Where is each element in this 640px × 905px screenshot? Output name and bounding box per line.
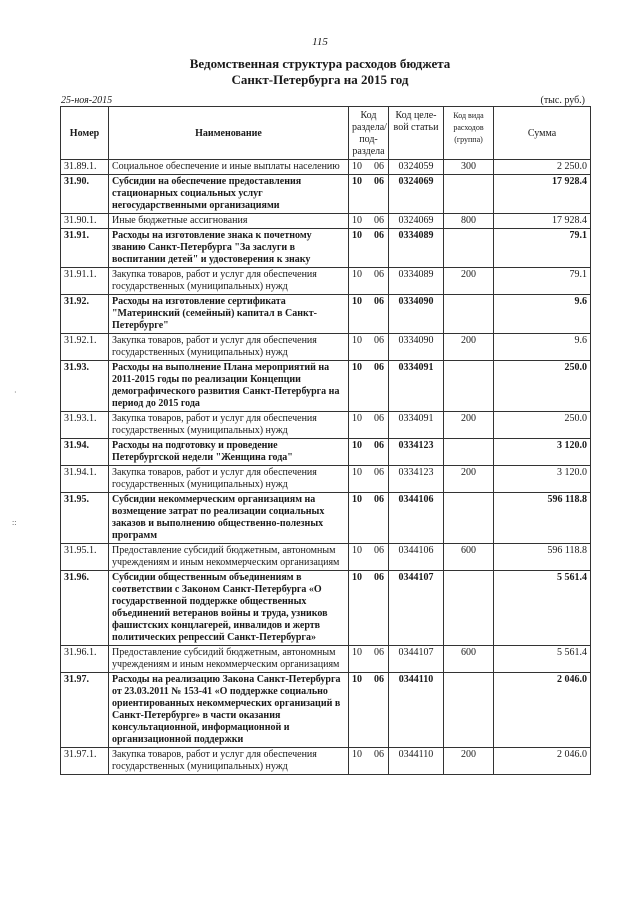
row-section-code: 10 bbox=[352, 647, 362, 658]
row-name: Расходы на реализацию Закона Санкт-Петербурга от 23.03.2011 № 153-41 «О поддержке социально ориентированных некоммерческих организаций в Санкт-Петербурге» в части оказания консультационной, информационной и организационной поддержки bbox=[109, 673, 349, 748]
page-number: 115 bbox=[312, 36, 328, 48]
table-row bbox=[61, 214, 591, 229]
document-date: 25-ноя-2015 bbox=[61, 95, 113, 106]
row-subsection-code: 06 bbox=[374, 161, 384, 172]
row-section bbox=[349, 412, 389, 439]
row-section bbox=[349, 160, 389, 175]
table-header-row bbox=[61, 107, 591, 160]
row-section bbox=[349, 334, 389, 361]
table-row bbox=[61, 412, 591, 439]
table-row bbox=[61, 748, 591, 775]
row-section-code: 10 bbox=[352, 296, 362, 307]
row-target-code: 0334091 bbox=[389, 412, 444, 439]
row-name: Предоставление субсидий бюджетным, автономным учреждениям и иным некоммерческим организациям bbox=[109, 646, 349, 673]
table-row bbox=[61, 646, 591, 673]
row-number: 31.90.1. bbox=[61, 214, 109, 229]
row-kvr: 200 bbox=[444, 334, 494, 361]
row-section bbox=[349, 571, 389, 646]
row-subsection-code: 06 bbox=[374, 440, 384, 451]
row-section-code: 10 bbox=[352, 749, 362, 760]
row-target-code: 0334123 bbox=[389, 439, 444, 466]
row-section-code: 10 bbox=[352, 467, 362, 478]
row-section bbox=[349, 493, 389, 544]
table-row bbox=[61, 361, 591, 412]
row-kvr: 800 bbox=[444, 214, 494, 229]
table-row bbox=[61, 229, 591, 268]
row-number: 31.96. bbox=[61, 571, 109, 646]
row-subsection-code: 06 bbox=[374, 647, 384, 658]
row-section-code: 10 bbox=[352, 161, 362, 172]
row-sum: 3 120.0 bbox=[494, 439, 591, 466]
row-sum: 5 561.4 bbox=[494, 571, 591, 646]
row-section bbox=[349, 175, 389, 214]
row-number: 31.91. bbox=[61, 229, 109, 268]
table-row bbox=[61, 493, 591, 544]
row-subsection-code: 06 bbox=[374, 572, 384, 583]
row-sum: 2 046.0 bbox=[494, 748, 591, 775]
table-row bbox=[61, 295, 591, 334]
table-row bbox=[61, 334, 591, 361]
row-number: 31.92. bbox=[61, 295, 109, 334]
row-section bbox=[349, 646, 389, 673]
table-row bbox=[61, 175, 591, 214]
row-target-code: 0334091 bbox=[389, 361, 444, 412]
row-section-code: 10 bbox=[352, 230, 362, 241]
row-sum: 596 118.8 bbox=[494, 544, 591, 571]
row-sum: 9.6 bbox=[494, 295, 591, 334]
row-subsection-code: 06 bbox=[374, 674, 384, 685]
header-sum: Сумма bbox=[494, 107, 591, 160]
table-row bbox=[61, 160, 591, 175]
row-target-code: 0324069 bbox=[389, 175, 444, 214]
header-number: Номер bbox=[61, 107, 109, 160]
table-row bbox=[61, 268, 591, 295]
header-section: Код раздела/ под-раздела bbox=[349, 107, 389, 160]
row-kvr bbox=[444, 361, 494, 412]
header-name: Наименование bbox=[109, 107, 349, 160]
row-subsection-code: 06 bbox=[374, 176, 384, 187]
row-kvr: 600 bbox=[444, 544, 494, 571]
row-kvr bbox=[444, 571, 494, 646]
row-name: Иные бюджетные ассигнования bbox=[109, 214, 349, 229]
row-kvr bbox=[444, 493, 494, 544]
row-number: 31.95. bbox=[61, 493, 109, 544]
row-number: 31.97. bbox=[61, 673, 109, 748]
row-section bbox=[349, 673, 389, 748]
row-subsection-code: 06 bbox=[374, 335, 384, 346]
row-section-code: 10 bbox=[352, 176, 362, 187]
row-subsection-code: 06 bbox=[374, 230, 384, 241]
row-section-code: 10 bbox=[352, 362, 362, 373]
row-sum: 17 928.4 bbox=[494, 175, 591, 214]
row-target-code: 0334090 bbox=[389, 334, 444, 361]
row-section bbox=[349, 466, 389, 493]
row-sum: 3 120.0 bbox=[494, 466, 591, 493]
row-target-code: 0324069 bbox=[389, 214, 444, 229]
row-section-code: 10 bbox=[352, 215, 362, 226]
row-subsection-code: 06 bbox=[374, 413, 384, 424]
row-number: 31.96.1. bbox=[61, 646, 109, 673]
row-sum: 9.6 bbox=[494, 334, 591, 361]
document-title bbox=[0, 56, 640, 88]
row-sum: 79.1 bbox=[494, 268, 591, 295]
row-subsection-code: 06 bbox=[374, 749, 384, 760]
row-section-code: 10 bbox=[352, 440, 362, 451]
row-kvr: 200 bbox=[444, 748, 494, 775]
row-target-code: 0334089 bbox=[389, 229, 444, 268]
row-section-code: 10 bbox=[352, 413, 362, 424]
row-name: Субсидии на обеспечение предоставления стационарных социальных услуг негосударственными организациями bbox=[109, 175, 349, 214]
row-name: Социальное обеспечение и иные выплаты населению bbox=[109, 160, 349, 175]
row-target-code: 0344107 bbox=[389, 571, 444, 646]
row-subsection-code: 06 bbox=[374, 494, 384, 505]
row-kvr: 200 bbox=[444, 466, 494, 493]
row-name: Расходы на выполнение Плана мероприятий на 2011-2015 годы по реализации Концепции демографического развития Санкт-Петербурга на период до 2015 года bbox=[109, 361, 349, 412]
row-section bbox=[349, 748, 389, 775]
row-name: Предоставление субсидий бюджетным, автономным учреждениям и иным некоммерческим организациям bbox=[109, 544, 349, 571]
table-row bbox=[61, 673, 591, 748]
row-subsection-code: 06 bbox=[374, 362, 384, 373]
header-kvr: Код вида расходов (группа) bbox=[444, 107, 494, 160]
row-sum: 79.1 bbox=[494, 229, 591, 268]
row-number: 31.94. bbox=[61, 439, 109, 466]
row-name: Закупка товаров, работ и услуг для обеспечения государственных (муниципальных) нужд bbox=[109, 466, 349, 493]
row-sum: 2 250.0 bbox=[494, 160, 591, 175]
row-name: Закупка товаров, работ и услуг для обеспечения государственных (муниципальных) нужд bbox=[109, 268, 349, 295]
row-target-code: 0344106 bbox=[389, 493, 444, 544]
row-subsection-code: 06 bbox=[374, 467, 384, 478]
row-name: Расходы на изготовление сертификата "Материнский (семейный) капитал в Санкт-Петербурге" bbox=[109, 295, 349, 334]
row-target-code: 0344106 bbox=[389, 544, 444, 571]
row-sum: 2 046.0 bbox=[494, 673, 591, 748]
row-kvr: 200 bbox=[444, 268, 494, 295]
row-name: Расходы на подготовку и проведение Петербургской недели "Женщина года" bbox=[109, 439, 349, 466]
row-section bbox=[349, 544, 389, 571]
row-section bbox=[349, 295, 389, 334]
row-kvr bbox=[444, 439, 494, 466]
row-target-code: 0324059 bbox=[389, 160, 444, 175]
row-kvr bbox=[444, 295, 494, 334]
row-number: 31.90. bbox=[61, 175, 109, 214]
budget-table bbox=[60, 106, 591, 775]
row-section-code: 10 bbox=[352, 674, 362, 685]
margin-mark: · bbox=[14, 388, 17, 397]
row-number: 31.93. bbox=[61, 361, 109, 412]
row-section bbox=[349, 214, 389, 229]
row-name: Субсидии общественным объединениям в соответствии с Законом Санкт-Петербурга «О государственной поддержке общественных объединений ветеранов войны и труда, узников фашистских концлагерей, инвалидов и жертв политических репрессий Санкт-Петербурга» bbox=[109, 571, 349, 646]
row-kvr: 300 bbox=[444, 160, 494, 175]
row-target-code: 0334089 bbox=[389, 268, 444, 295]
margin-mark: :: bbox=[12, 518, 17, 527]
row-section-code: 10 bbox=[352, 335, 362, 346]
row-target-code: 0334123 bbox=[389, 466, 444, 493]
table-row bbox=[61, 466, 591, 493]
row-target-code: 0334090 bbox=[389, 295, 444, 334]
row-number: 31.91.1. bbox=[61, 268, 109, 295]
row-section-code: 10 bbox=[352, 269, 362, 280]
title-line-2: Санкт-Петербурга на 2015 год bbox=[231, 72, 409, 87]
row-kvr: 600 bbox=[444, 646, 494, 673]
row-section-code: 10 bbox=[352, 494, 362, 505]
row-sum: 250.0 bbox=[494, 412, 591, 439]
row-section bbox=[349, 268, 389, 295]
row-target-code: 0344107 bbox=[389, 646, 444, 673]
row-subsection-code: 06 bbox=[374, 269, 384, 280]
row-name: Закупка товаров, работ и услуг для обеспечения государственных (муниципальных) нужд bbox=[109, 748, 349, 775]
row-section bbox=[349, 439, 389, 466]
row-name: Субсидии некоммерческим организациям на возмещение затрат по реализации социальных заказов и выполнению общественно-полезных программ bbox=[109, 493, 349, 544]
row-number: 31.89.1. bbox=[61, 160, 109, 175]
table-body bbox=[61, 160, 591, 775]
row-number: 31.95.1. bbox=[61, 544, 109, 571]
row-section bbox=[349, 361, 389, 412]
row-section-code: 10 bbox=[352, 545, 362, 556]
row-name: Закупка товаров, работ и услуг для обеспечения государственных (муниципальных) нужд bbox=[109, 334, 349, 361]
title-line-1: Ведомственная структура расходов бюджета bbox=[189, 56, 451, 71]
row-kvr: 200 bbox=[444, 412, 494, 439]
row-kvr bbox=[444, 229, 494, 268]
row-subsection-code: 06 bbox=[374, 545, 384, 556]
row-number: 31.97.1. bbox=[61, 748, 109, 775]
row-target-code: 0344110 bbox=[389, 748, 444, 775]
row-number: 31.94.1. bbox=[61, 466, 109, 493]
units-label: (тыс. руб.) bbox=[540, 95, 585, 106]
row-subsection-code: 06 bbox=[374, 215, 384, 226]
row-section-code: 10 bbox=[352, 572, 362, 583]
row-sum: 17 928.4 bbox=[494, 214, 591, 229]
row-name: Расходы на изготовление знака к почетному званию Санкт-Петербурга "За заслуги в воспитании детей" и удостоверения к знаку bbox=[109, 229, 349, 268]
row-sum: 250.0 bbox=[494, 361, 591, 412]
row-name: Закупка товаров, работ и услуг для обеспечения государственных (муниципальных) нужд bbox=[109, 412, 349, 439]
row-number: 31.92.1. bbox=[61, 334, 109, 361]
row-section bbox=[349, 229, 389, 268]
row-number: 31.93.1. bbox=[61, 412, 109, 439]
header-target: Код целе-вой статьи bbox=[389, 107, 444, 160]
row-subsection-code: 06 bbox=[374, 296, 384, 307]
row-target-code: 0344110 bbox=[389, 673, 444, 748]
row-sum: 596 118.8 bbox=[494, 493, 591, 544]
row-kvr bbox=[444, 175, 494, 214]
table-row bbox=[61, 544, 591, 571]
table-row bbox=[61, 439, 591, 466]
table-row bbox=[61, 571, 591, 646]
row-kvr bbox=[444, 673, 494, 748]
row-sum: 5 561.4 bbox=[494, 646, 591, 673]
